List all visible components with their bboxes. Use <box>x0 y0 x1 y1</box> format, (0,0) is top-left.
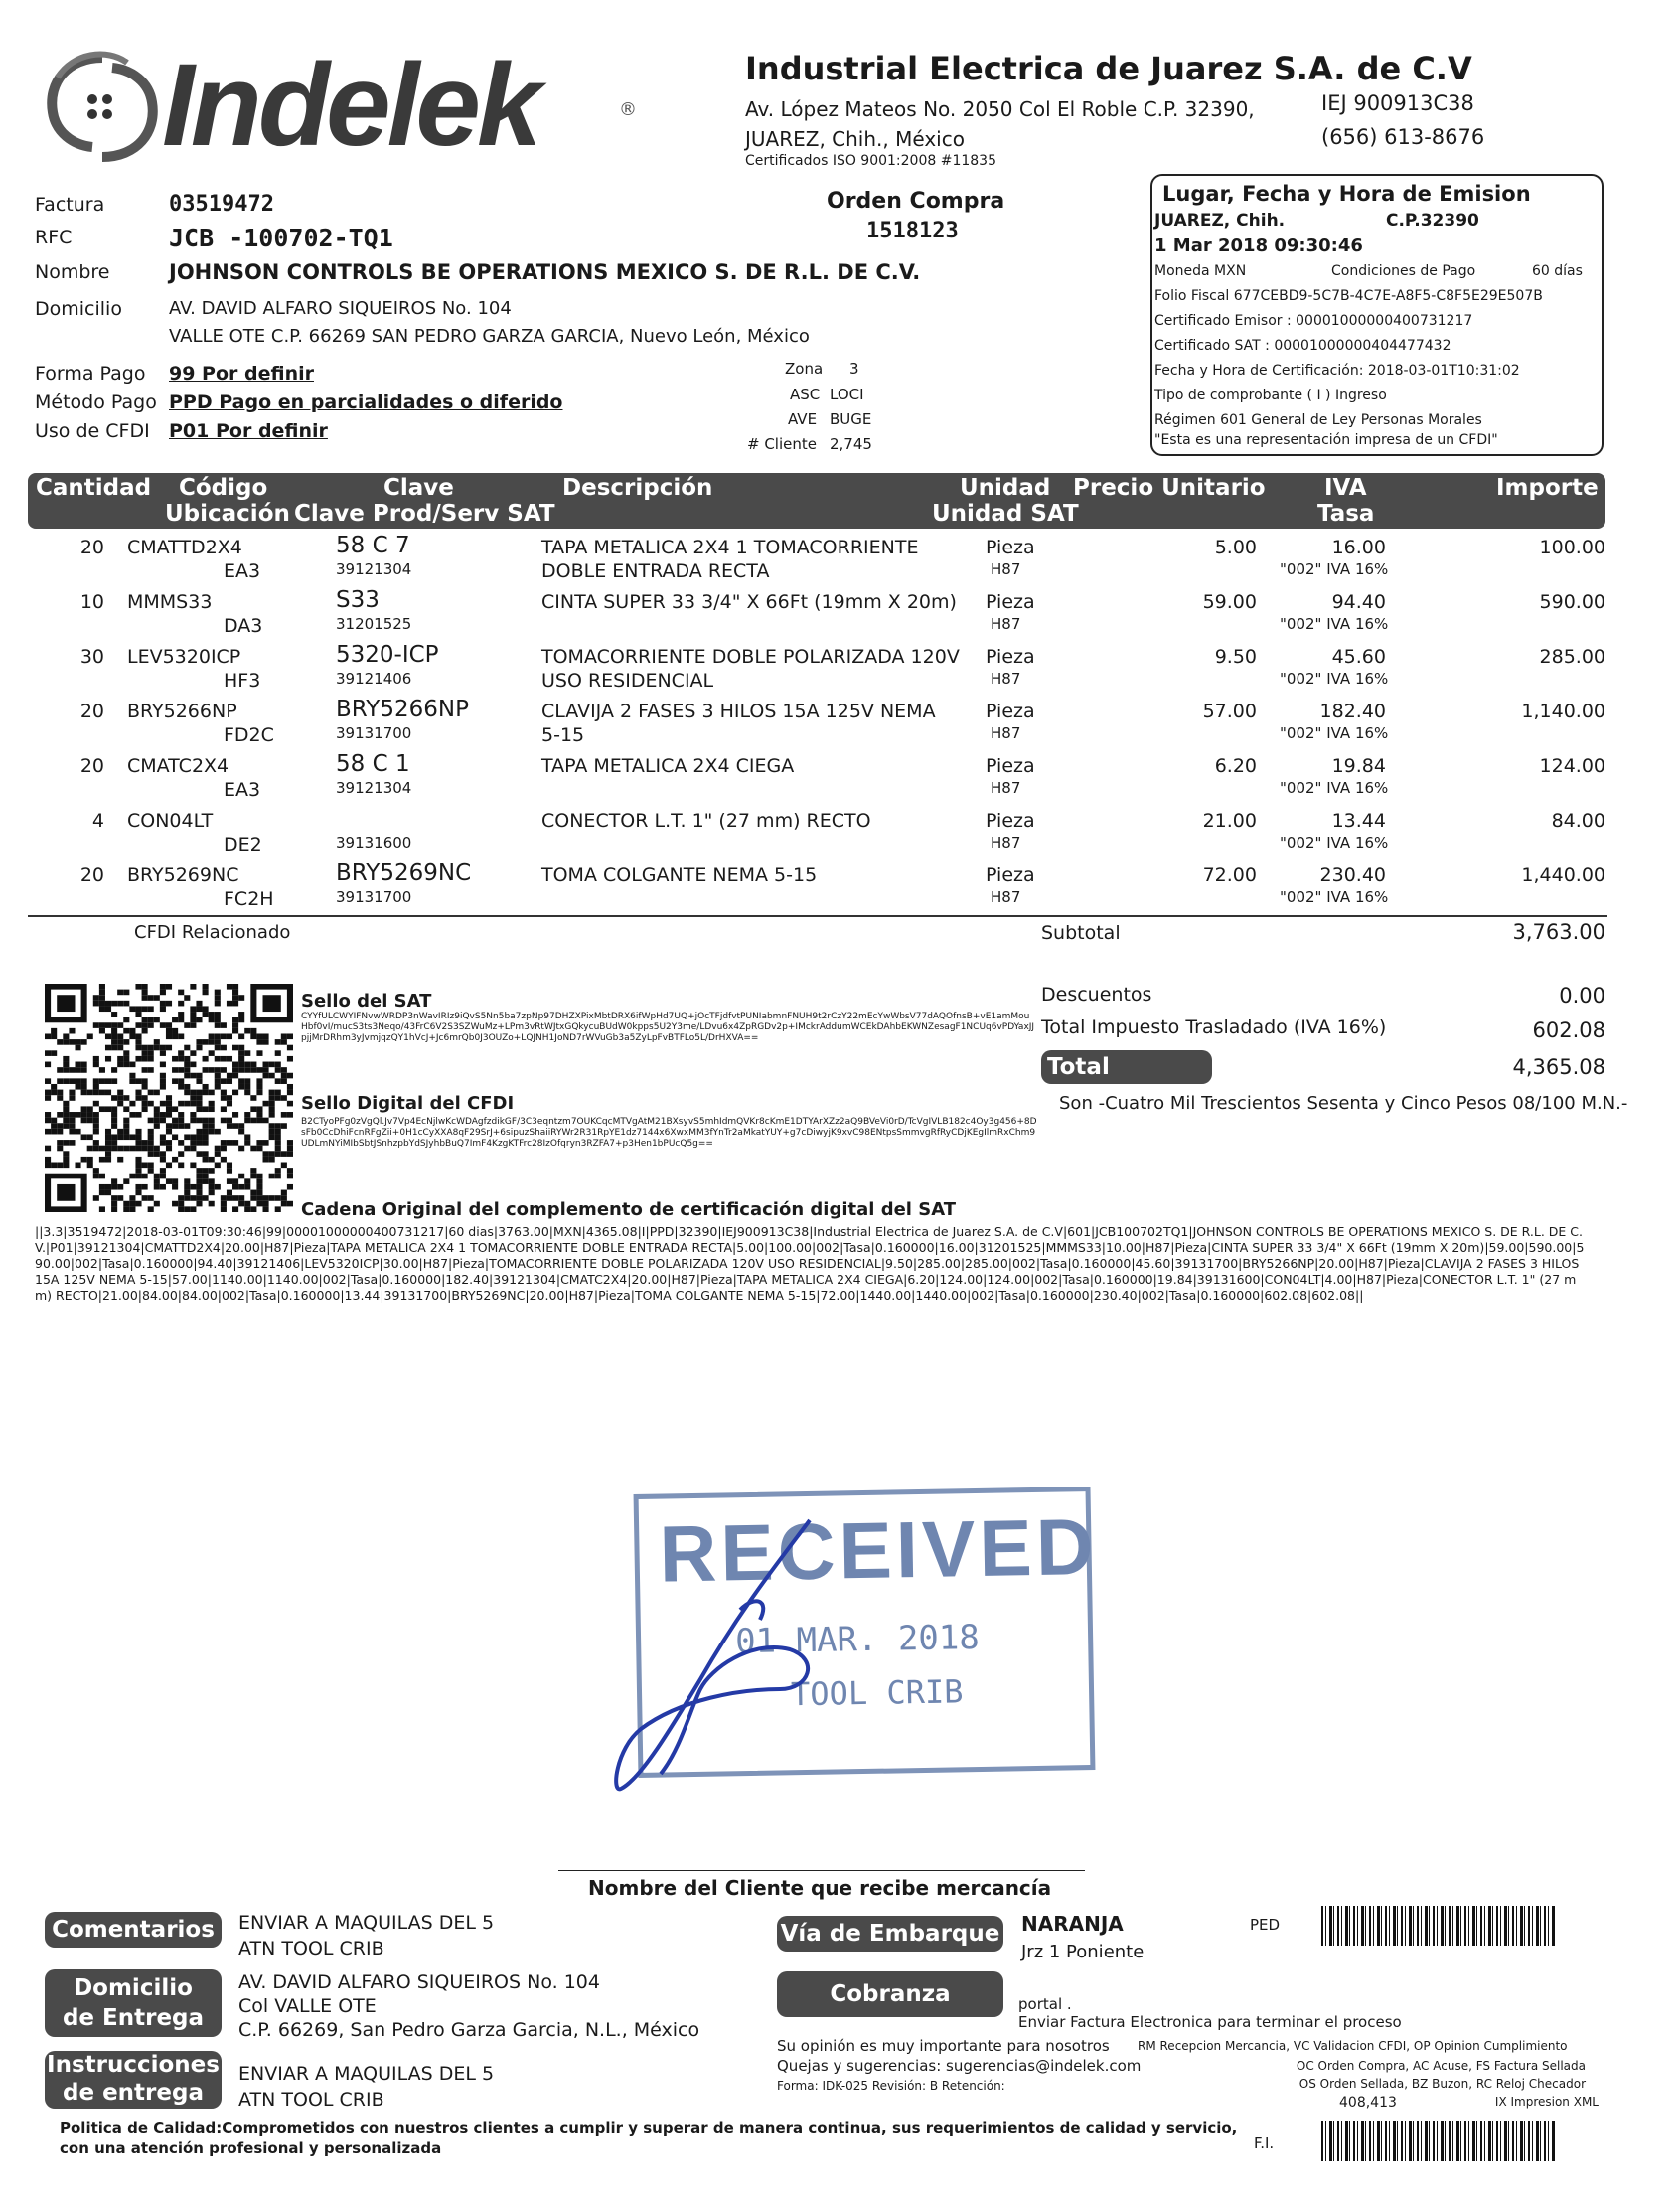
subtotal-value: 3,763.00 <box>1512 920 1605 944</box>
table-cant: 10 <box>79 591 104 613</box>
instrucciones-badge <box>45 2051 222 2109</box>
sello-digital-value: B2CTyoPFg0zVgQl.Jv7Vp4EcNjlwKcWDAgfzdikGF/3C3eqntzm7OUKCqcMTVgAtM21BXsyvS5mhIdmQVKr8cKmE1DTYArXZz2aQ9BVeVi0rD/TcVgIVLB182c4Oy3g456+8DsFb0CcDhiFcnRFgZii+0H1cCyXXA8qF29SrJ+6sipuzShaiiRYWr2R31RpYE1dz7144x6XwxMM3fYnTr2aMkatYUY+g7cDiwyjK9xvC98ENtpsSmmvgRfRyCDjKEgIlmRxChm9UDLmNYiMIbSbtJSnhzpbYdSJyhbBuQ7ImF4KzgKTFrc28IzOfqryn3RZFA7+p3Hen1bPUcQ5g== <box>301 1117 1037 1149</box>
header-unidad: Unidad <box>960 475 1051 501</box>
table-importe: 590.00 <box>1539 591 1605 613</box>
table-ubic: DA3 <box>224 615 263 637</box>
company-iso: Certificados ISO 9001:2008 #11835 <box>745 153 996 169</box>
header-cantidad: Cantidad <box>36 475 152 501</box>
table-desc2: DOBLE ENTRADA RECTA <box>541 560 770 582</box>
domicilio-label: Domicilio <box>35 298 122 320</box>
table-unidad: Pieza <box>986 591 1035 613</box>
header-precio: Precio Unitario <box>1073 475 1266 501</box>
company-phone: (656) 613-8676 <box>1321 125 1485 149</box>
descuentos-label: Descuentos <box>1041 984 1152 1006</box>
cfdi-relacionado: CFDI Relacionado <box>134 922 291 943</box>
table-usat: H87 <box>991 670 1021 688</box>
table-cant: 20 <box>79 864 104 886</box>
table-importe: 100.00 <box>1539 537 1605 558</box>
table-precio: 59.00 <box>1202 591 1257 613</box>
table-row <box>0 861 1680 919</box>
table-ubic: EA3 <box>224 779 261 801</box>
sello-digital-label: Sello Digital del CFDI <box>301 1093 515 1114</box>
legend-2: OC Orden Compra, AC Acuse, FS Factura Sellada <box>1296 2059 1586 2073</box>
table-prod: 39131600 <box>336 834 412 852</box>
header-importe: Importe <box>1496 475 1599 501</box>
table-usat: H87 <box>991 834 1021 852</box>
table-unidad: Pieza <box>986 646 1035 668</box>
table-precio: 72.00 <box>1202 864 1257 886</box>
asc-label: ASC <box>790 386 821 403</box>
table-unidad: Pieza <box>986 864 1035 886</box>
table-desc1: TOMA COLGANTE NEMA 5-15 <box>541 864 818 886</box>
footer-number: 408,413 <box>1339 2095 1397 2111</box>
emision-box <box>1150 174 1604 456</box>
emision-folio: Folio Fiscal 677CEBD9-5C7B-4C7E-A8F5-C8F5E29E507B <box>1154 288 1543 304</box>
table-row <box>0 642 1680 701</box>
rfc-value: JCB -100702-TQ1 <box>169 224 393 252</box>
table-cant: 4 <box>91 810 104 832</box>
table-codigo: CMATTD2X4 <box>127 537 242 558</box>
emision-lugar: JUAREZ, Chih. <box>1154 211 1286 231</box>
via-embarque-2: Jrz 1 Poniente <box>1021 1942 1145 1962</box>
registered-icon: ® <box>619 99 637 120</box>
opinion-text: Su opinión es muy importante para nosotros <box>777 2037 1110 2055</box>
domicilio-line-2: VALLE OTE C.P. 66269 SAN PEDRO GARZA GARCIA, Nuevo León, México <box>169 326 810 347</box>
ave-value: BUGE <box>830 410 872 428</box>
orden-compra-value: 1518123 <box>866 219 959 243</box>
quejas-text: Quejas y sugerencias: sugerencias@indelek.com <box>777 2057 1142 2075</box>
domicilio-entrega-badge <box>45 1969 222 2037</box>
table-precio: 57.00 <box>1202 701 1257 722</box>
sello-sat-value: CYYfULCWYIFNvwWRDP3nWavIRIz9iQvS5Nn5ba7zpNp97DHZXPixMbtDRX6ifWpHd7UQ+jOcTFjdfvtPUNIabmnFNUH9t2rCzY22mEcYwWbsV77dAQOfnsB+vE1amMouHbf0vI/mucS3ts3Neqo/43FrC6V2S3SZWuMz+LPm3vRtWJtxGQkycuBUdW0kpps5U2Y3me/LDvu6x4ZpRGDv2p+IMckrAddumWCEkDAhbEKWNZesagF1NCUq6vPDYaxJJpjjMrDRhm3yJvmjqzQY1hVcJ+Jc6mrQb0J3OUZo+LQJNH1JoND7rWVuGb3a5ZyLpFvBTFLo5L/DrHXVA== <box>301 1012 1035 1043</box>
fi-label: F.I. <box>1254 2134 1275 2152</box>
company-address-1: Av. López Mateos No. 2050 Col El Roble C.P. 32390, <box>745 97 1255 121</box>
company-address-2: JUAREZ, Chih., México <box>745 127 965 151</box>
cadena-label: Cadena Original del complemento de certificación digital del SAT <box>301 1199 957 1220</box>
table-tasa: "002" IVA 16% <box>1280 724 1389 742</box>
table-precio: 5.00 <box>1214 537 1257 558</box>
comentarios-line-2: ATN TOOL CRIB <box>238 1938 384 1959</box>
domicilio-line-1: AV. DAVID ALFARO SIQUEIROS No. 104 <box>169 298 512 319</box>
nombre-value: JOHNSON CONTROLS BE OPERATIONS MEXICO S. DE R.L. DE C.V. <box>169 260 921 284</box>
factura-label: Factura <box>35 194 105 216</box>
table-clave: 5320-ICP <box>336 642 439 668</box>
table-clave: 58 C 1 <box>336 751 410 777</box>
table-ubic: FD2C <box>224 724 274 746</box>
header-descripcion: Descripción <box>562 475 713 501</box>
instrucciones-label-1: Instrucciones <box>47 2052 220 2078</box>
table-desc1: TAPA METALICA 2X4 CIEGA <box>541 755 795 777</box>
table-codigo: BRY5269NC <box>127 864 239 886</box>
table-unidad: Pieza <box>986 755 1035 777</box>
table-codigo: BRY5266NP <box>127 701 237 722</box>
uso-cfdi-value: P01 Por definir <box>169 420 328 442</box>
instrucciones-1: ENVIAR A MAQUILAS DEL 5 <box>238 2063 495 2085</box>
politica-line-2: con una atención profesional y personalizada <box>60 2139 442 2157</box>
forma-pago-label: Forma Pago <box>35 363 146 385</box>
table-row <box>0 533 1680 591</box>
forma-text: Forma: IDK-025 Revisión: B Retención: <box>777 2079 1005 2093</box>
table-prod: 39121304 <box>336 560 412 578</box>
table-usat: H87 <box>991 888 1021 906</box>
nombre-label: Nombre <box>35 261 110 283</box>
cliente-value: 2,745 <box>830 435 872 453</box>
instrucciones-2: ATN TOOL CRIB <box>238 2089 384 2111</box>
emision-fecha-cert: Fecha y Hora de Certificación: 2018-03-01T10:31:02 <box>1154 363 1520 379</box>
ave-label: AVE <box>788 410 818 428</box>
table-codigo: CON04LT <box>127 810 214 832</box>
politica-line-1: Politica de Calidad:Comprometidos con nuestros clientes a cumplir y superar de manera continua, sus requerimientos de calidad y servicio, <box>60 2119 1238 2137</box>
table-usat: H87 <box>991 779 1021 797</box>
emision-cert-emisor: Certificado Emisor : 00001000000400731217 <box>1154 313 1473 329</box>
table-importe: 285.00 <box>1539 646 1605 668</box>
table-prod: 39131700 <box>336 888 412 906</box>
zona-value: 3 <box>849 360 859 378</box>
ped-label: PED <box>1250 1916 1281 1934</box>
barcode-top <box>1321 1906 1555 1946</box>
table-precio: 9.50 <box>1214 646 1257 668</box>
table-precio: 21.00 <box>1202 810 1257 832</box>
table-importe: 1,440.00 <box>1521 864 1605 886</box>
table-importe: 1,140.00 <box>1521 701 1605 722</box>
table-clave: 58 C 7 <box>336 533 410 558</box>
domicilio-entrega-2: Col VALLE OTE <box>238 1995 377 2017</box>
header-clave: Clave <box>383 475 454 501</box>
cliente-label: # Cliente <box>747 435 817 453</box>
emision-cp: C.P.32390 <box>1386 211 1479 231</box>
header-iva: IVA <box>1324 475 1367 501</box>
table-desc1: CONECTOR L.T. 1" (27 mm) RECTO <box>541 810 871 832</box>
table-codigo: CMATC2X4 <box>127 755 229 777</box>
emision-tipo: Tipo de comprobante ( I ) Ingreso <box>1154 388 1387 403</box>
total-badge: Total <box>1041 1050 1212 1084</box>
table-unidad: Pieza <box>986 537 1035 558</box>
table-tasa: "002" IVA 16% <box>1280 834 1389 852</box>
emision-representacion: "Esta es una representación impresa de un CFDI" <box>1154 432 1498 448</box>
table-unidad: Pieza <box>986 701 1035 722</box>
table-desc1: CINTA SUPER 33 3/4" X 66Ft (19mm X 20m) <box>541 591 957 613</box>
table-unidad: Pieza <box>986 810 1035 832</box>
domicilio-entrega-1: AV. DAVID ALFARO SIQUEIROS No. 104 <box>238 1971 600 1993</box>
table-ubic: FC2H <box>224 888 274 910</box>
asc-value: LOCI <box>830 386 864 403</box>
subtotal-label: Subtotal <box>1041 922 1121 944</box>
table-row <box>0 810 1680 864</box>
table-prod: 39121304 <box>336 779 412 797</box>
via-embarque-1: NARANJA <box>1021 1912 1124 1936</box>
table-iva: 45.60 <box>1331 646 1386 668</box>
table-usat: H87 <box>991 560 1021 578</box>
table-tasa: "002" IVA 16% <box>1280 670 1389 688</box>
cobranza-2: Enviar Factura Electronica para terminar el proceso <box>1018 2013 1402 2031</box>
table-desc1: TOMACORRIENTE DOBLE POLARIZADA 120V <box>541 646 960 668</box>
domicilio-entrega-label-2: de Entrega <box>62 2005 205 2031</box>
recibe-label: Nombre del Cliente que recibe mercancía <box>588 1876 1052 1900</box>
table-cant: 20 <box>79 701 104 722</box>
table-desc1: TAPA METALICA 2X4 1 TOMACORRIENTE <box>541 537 919 558</box>
table-codigo: LEV5320ICP <box>127 646 241 668</box>
table-usat: H87 <box>991 615 1021 633</box>
table-tasa: "002" IVA 16% <box>1280 779 1389 797</box>
comentarios-line-1: ENVIAR A MAQUILAS DEL 5 <box>238 1912 495 1934</box>
table-cant: 30 <box>79 646 104 668</box>
table-tasa: "002" IVA 16% <box>1280 560 1389 578</box>
metodo-pago-label: Método Pago <box>35 391 157 413</box>
table-desc2: 5-15 <box>541 724 585 746</box>
header-unidad-sat: Unidad SAT <box>932 501 1079 527</box>
qr-code <box>45 984 293 1212</box>
header-tasa: Tasa <box>1317 501 1375 527</box>
table-header <box>28 473 1605 529</box>
domicilio-entrega-3: C.P. 66269, San Pedro Garza Garcia, N.L., México <box>238 2019 700 2041</box>
legend-3: OS Orden Sellada, BZ Buzon, RC Reloj Checador <box>1298 2077 1586 2091</box>
table-codigo: MMMS33 <box>127 591 213 613</box>
company-rfc: IEJ 900913C38 <box>1321 91 1474 115</box>
header-codigo: Código <box>179 475 268 501</box>
table-iva: 94.40 <box>1331 591 1386 613</box>
instrucciones-label-2: de entrega <box>63 2080 204 2106</box>
barcode-bottom <box>1321 2121 1555 2161</box>
stamp-date: 01 MAR. 2018 <box>734 1617 981 1662</box>
cobranza-badge: Cobranza <box>777 1971 1003 2017</box>
total-value: 4,365.08 <box>1512 1055 1605 1079</box>
table-iva: 19.84 <box>1331 755 1386 777</box>
emision-regimen: Régimen 601 General de Ley Personas Morales <box>1154 412 1482 428</box>
zona-label: Zona <box>785 360 824 378</box>
forma-pago-value: 99 Por definir <box>169 363 314 385</box>
table-bottom-rule <box>28 915 1607 917</box>
table-importe: 124.00 <box>1539 755 1605 777</box>
table-row <box>0 587 1680 646</box>
emision-cert-sat: Certificado SAT : 00001000000404477432 <box>1154 338 1451 354</box>
table-cant: 20 <box>79 537 104 558</box>
impuesto-label: Total Impuesto Trasladado (IVA 16%) <box>1041 1017 1387 1038</box>
logo-text: Indelek <box>162 40 538 171</box>
comentarios-badge: Comentarios <box>45 1912 222 1948</box>
table-desc2: USO RESIDENCIAL <box>541 670 714 692</box>
table-desc1: CLAVIJA 2 FASES 3 HILOS 15A 125V NEMA <box>541 701 936 722</box>
table-ubic: DE2 <box>224 834 262 856</box>
emision-condiciones: Condiciones de Pago <box>1331 263 1476 279</box>
cobranza-1: portal . <box>1018 1995 1072 2013</box>
emision-dias: 60 días <box>1532 263 1583 279</box>
company-logo <box>28 38 664 187</box>
table-tasa: "002" IVA 16% <box>1280 888 1389 906</box>
stamp-dept: TOOL CRIB <box>790 1672 964 1714</box>
uso-cfdi-label: Uso de CFDI <box>35 420 150 442</box>
cadena-value: ||3.3|3519472|2018-03-01T09:30:46|99|00001000000400731217|60 dias|3763.00|MXN|4365.08|I|PPD|32390|IEJ900913C38|Industrial Electrica de Juarez S.A. de C.V|601|JCB100702TQ1|JOHNSON CONTROLS BE OPERATIONS MEXICO S. DE R.L. DE C.V.|P01|39121304|CMATTD2X4|20.00|H87|Pieza|TAPA METALICA 2X4 1 TOMACORRIENTE DOBLE ENTRADA RECTA|5.00|100.00|002|Tasa|0.160000|16.00|31201525|MMMS33|10.00|H87|Pieza|CINTA SUPER 33 3/4" X 66Ft (19mm X 20m)|59.00|590.00|590.00|002|Tasa|0.160000|94.40|39121406|LEV5320ICP|30.00|H87|Pieza|TOMACORRIENTE DOBLE POLARIZADA 120V USO RESIDENCIAL|9.50|285.00|285.00|002|Tasa|0.160000|45.60|39131700|BRY5266NP|20.00|H87|Pieza|CLAVIJA 2 FASES 3 HILOS 15A 125V NEMA 5-15|57.00|1140.00|1140.00|002|Tasa|0.160000|182.40|39121304|CMATC2X4|20.00|H87|Pieza|TAPA METALICA 2X4 CIEGA|6.20|124.00|124.00|002|Tasa|0.160000|19.84|39131600|CON04LT|4.00|H87|Pieza|CONECTOR L.T. 1" (27 mm) RECTO|21.00|84.00|84.00|002|Tasa|0.160000|13.44|39131700|BRY5269NC|20.00|H87|Pieza|TOMA COLGANTE NEMA 5-15|72.00|1440.00|1440.00|002|Tasa|0.160000|230.40|002|Tasa|0.160000|602.08|602.08|| <box>35 1224 1585 1303</box>
table-usat: H87 <box>991 724 1021 742</box>
table-prod: 39131700 <box>336 724 412 742</box>
table-clave: BRY5269NC <box>336 861 472 886</box>
impresion-xml: IX Impresion XML <box>1494 2095 1599 2109</box>
company-name: Industrial Electrica de Juarez S.A. de C.V <box>745 50 1472 87</box>
via-embarque-badge: Vía de Embarque <box>777 1916 1003 1952</box>
emision-fecha: 1 Mar 2018 09:30:46 <box>1154 235 1363 256</box>
orden-compra-label: Orden Compra <box>827 189 1005 214</box>
header-clave-prod: Clave Prod/Serv SAT <box>294 501 555 527</box>
table-row <box>0 751 1680 810</box>
logo-swirl-icon <box>28 38 177 177</box>
factura-value: 03519472 <box>169 192 274 217</box>
signature <box>581 1490 840 1818</box>
rfc-label: RFC <box>35 227 73 248</box>
header-ubicacion: Ubicación <box>165 501 290 527</box>
table-ubic: HF3 <box>224 670 261 692</box>
table-importe: 84.00 <box>1551 810 1605 832</box>
total-letra: Son -Cuatro Mil Trescientos Sesenta y Cinco Pesos 08/100 M.N.- <box>1059 1093 1628 1114</box>
table-clave: BRY5266NP <box>336 697 469 722</box>
stamp-word: RECEIVED <box>658 1501 1099 1599</box>
descuentos-value: 0.00 <box>1559 984 1605 1008</box>
impuesto-value: 602.08 <box>1532 1018 1605 1042</box>
table-prod: 31201525 <box>336 615 412 633</box>
table-iva: 230.40 <box>1319 864 1386 886</box>
table-tasa: "002" IVA 16% <box>1280 615 1389 633</box>
table-ubic: EA3 <box>224 560 261 582</box>
emision-moneda: Moneda MXN <box>1154 263 1247 279</box>
table-precio: 6.20 <box>1214 755 1257 777</box>
table-row <box>0 697 1680 755</box>
table-iva: 182.40 <box>1319 701 1386 722</box>
sello-sat-label: Sello del SAT <box>301 991 432 1012</box>
table-cant: 20 <box>79 755 104 777</box>
legend-1: RM Recepcion Mercancia, VC Validacion CFDI, OP Opinion Cumplimiento <box>1138 2039 1568 2053</box>
table-iva: 13.44 <box>1331 810 1386 832</box>
metodo-pago-value: PPD Pago en parcialidades o diferido <box>169 391 563 413</box>
domicilio-entrega-label-1: Domicilio <box>74 1975 193 2001</box>
recibe-rule <box>558 1870 1085 1871</box>
table-clave: S33 <box>336 587 380 613</box>
emision-title: Lugar, Fecha y Hora de Emision <box>1162 182 1531 206</box>
table-iva: 16.00 <box>1331 537 1386 558</box>
table-prod: 39121406 <box>336 670 412 688</box>
